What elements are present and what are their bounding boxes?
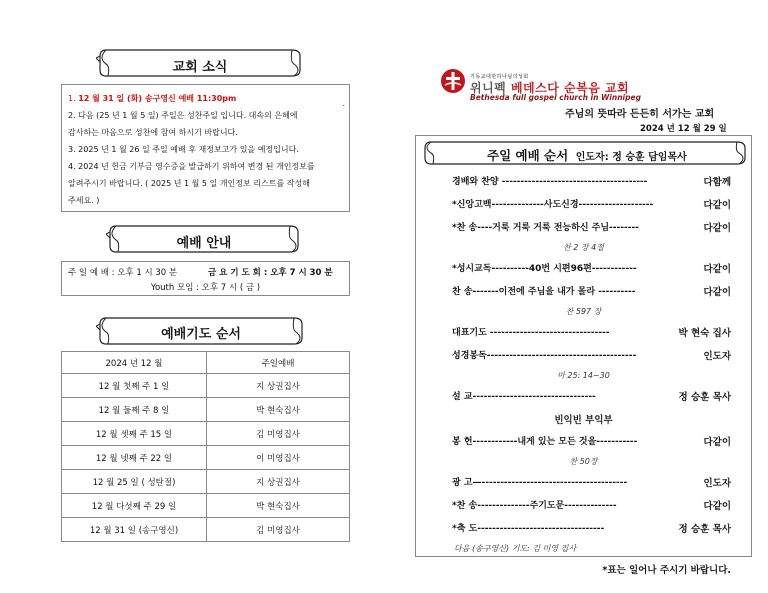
order-item-label: *찬 송--------------주기도문-------------- <box>452 501 617 511</box>
table-row <box>62 374 350 398</box>
news-item-1 <box>68 90 343 107</box>
youth-meeting: Youth 모임 : 오후 7 시 ( 금 ) <box>150 283 261 293</box>
scripture-reference: 마 25: 14~30 <box>557 371 610 380</box>
friday-prayer: 금 요 기 도 회 : 오후 7 시 30 분 <box>208 268 333 278</box>
order-item-person: 다같이 <box>703 200 731 211</box>
row-date: 12 월 셋째 주 15 일 <box>62 422 207 446</box>
order-item-person: 다같이 <box>703 223 731 234</box>
order-item-label: *성시교독----------40번 시편96편------------ <box>452 264 637 274</box>
row-date: 12 월 31 일 (송구영신) <box>62 518 207 542</box>
news-item-2: 2. 다음 (25 년 1 월 5 일) 주일은 성찬주일 입니다. 대속의 은혜에 <box>68 111 298 120</box>
row-date: 12 월 첫째 주 1 일 <box>62 374 207 398</box>
order-item-label: 경배와 찬양 --------------------------------------- <box>452 177 648 187</box>
order-banner <box>421 138 749 168</box>
row-person: 지 상권집사 <box>207 374 350 398</box>
order-item-label: 찬 송-------이전에 주님을 내가 몰라 ---------- <box>452 287 636 297</box>
order-item-label: 성경봉독---------------------------------------- <box>452 351 637 361</box>
row-person: 이 미영집사 <box>207 446 350 470</box>
church-logo-icon <box>440 68 466 94</box>
prayer-table <box>61 351 350 542</box>
news-item-1-prefix: 1. <box>68 94 79 103</box>
row-date: 12 월 둘째 주 8 일 <box>62 398 207 422</box>
order-item-person: 다함께 <box>703 177 731 188</box>
order-item-label: 설 교--------------------------------- <box>452 392 596 402</box>
order-item-person: 다같이 <box>703 437 731 448</box>
row-date: 12 월 넷째 주 22 일 <box>62 446 207 470</box>
table-row <box>62 518 350 542</box>
row-person: 김 미영집사 <box>207 518 350 542</box>
order-item-label: *신앙고백--------------사도신경-------------------- <box>452 200 654 210</box>
bulletin-date: 2024 년 12 월 29 일 <box>640 124 727 134</box>
denomination-label: 기독교대한하나님의성회 <box>470 74 529 80</box>
row-person: 지 상권집사 <box>207 470 350 494</box>
order-item-label: 대표기도 -------------------------------- <box>452 328 610 338</box>
service-banner <box>106 220 302 260</box>
church-name: 베데스다 순복음 교회 <box>510 81 630 95</box>
table-row <box>62 494 350 518</box>
scripture-reference: 찬 50장 <box>569 457 598 466</box>
news-banner <box>96 44 304 84</box>
scripture-reference: 찬 2 장 4절 <box>563 243 604 252</box>
order-leader: 인도자: 정 승훈 담임목사 <box>575 152 687 163</box>
scripture-reference: 찬 597 장 <box>565 307 602 316</box>
table-row <box>62 422 350 446</box>
table-row <box>62 470 350 494</box>
trailing-dot: . <box>342 99 345 108</box>
news-item-4c: 주세요. ) <box>68 196 100 205</box>
row-date: 12 월 다섯째 주 29 일 <box>62 494 207 518</box>
news-item-4b: 알려주시기 바랍니다. ( 2025 년 1 월 5 일 개인정보 리스트를 작성해 <box>68 179 310 188</box>
row-person: 박 현숙집사 <box>207 494 350 518</box>
order-item-person: 인도자 <box>703 478 731 489</box>
order-centered-line: *표는 일어나 주시기 바랍니다. <box>602 565 731 576</box>
scripture-reference: 다음 (송구영신) 기도: 김 미영 집사 <box>454 544 577 553</box>
prayer-title: 예배기도 순서 <box>161 327 241 342</box>
news-item-1-highlight: 12 월 31 일 (화) 송구영신 예배 11:30pm <box>78 94 237 103</box>
header-month: 2024 년 12 월 <box>62 352 207 374</box>
service-title: 예배 안내 <box>176 236 232 251</box>
order-item-person: 다같이 <box>703 264 731 275</box>
row-person: 박 현숙집사 <box>207 398 350 422</box>
order-centered-line: 빈익빈 부익부 <box>554 415 613 426</box>
table-row <box>62 446 350 470</box>
news-item-3: 3. 2025 년 1 월 26 일 주일 예배 후 재정보고가 있을 예정입니다. <box>68 145 299 154</box>
order-item-label: 봉 헌------------내게 있는 모든 것을----------- <box>452 437 638 447</box>
order-item-person: 인도자 <box>703 351 731 362</box>
prayer-banner <box>96 313 306 351</box>
order-item-person: 박 현숙 집사 <box>678 328 731 339</box>
order-title-wrap <box>487 145 749 164</box>
header-service: 주일예배 <box>207 352 350 374</box>
service-box <box>61 261 350 296</box>
table-header <box>62 352 350 374</box>
sunday-service: 주 일 예 배 : 오후 1 시 30 분 <box>68 268 178 278</box>
church-name-en: Bethesda full gospel church in Winnipeg <box>470 93 641 102</box>
order-item-label: 광 고—--------------------------------------- <box>452 478 628 488</box>
order-item-person: 정 승훈 목사 <box>678 524 731 535</box>
church-motto: 주님의 뜻따라 든든히 서가는 교회 <box>565 109 715 120</box>
row-person: 김 미영집사 <box>207 422 350 446</box>
news-item-4: 4. 2024 년 헌금 기부금 영수증을 발급하기 위하여 변경 된 개인정보를 <box>68 162 315 171</box>
church-city: 위니펙 <box>470 81 511 95</box>
order-item-person: 다같이 <box>703 287 731 298</box>
worship-order-box <box>415 135 752 576</box>
order-title: 주일 예배 순서 <box>487 148 569 163</box>
order-item-label: *축 도---------------------------------- <box>452 524 605 534</box>
news-box <box>61 84 350 212</box>
table-row <box>62 398 350 422</box>
order-item-person: 다같이 <box>703 501 731 512</box>
news-title: 교회 소식 <box>172 60 228 75</box>
news-item-2b: 감사하는 마음으로 성찬에 참여 하시기 바랍니다. <box>68 128 238 137</box>
order-item-label: *찬 송----거룩 거룩 거룩 전능하신 주님-------- <box>452 223 639 233</box>
order-item-person: 정 승훈 목사 <box>678 392 731 403</box>
row-date: 12 월 25 일 ( 성탄절) <box>62 470 207 494</box>
